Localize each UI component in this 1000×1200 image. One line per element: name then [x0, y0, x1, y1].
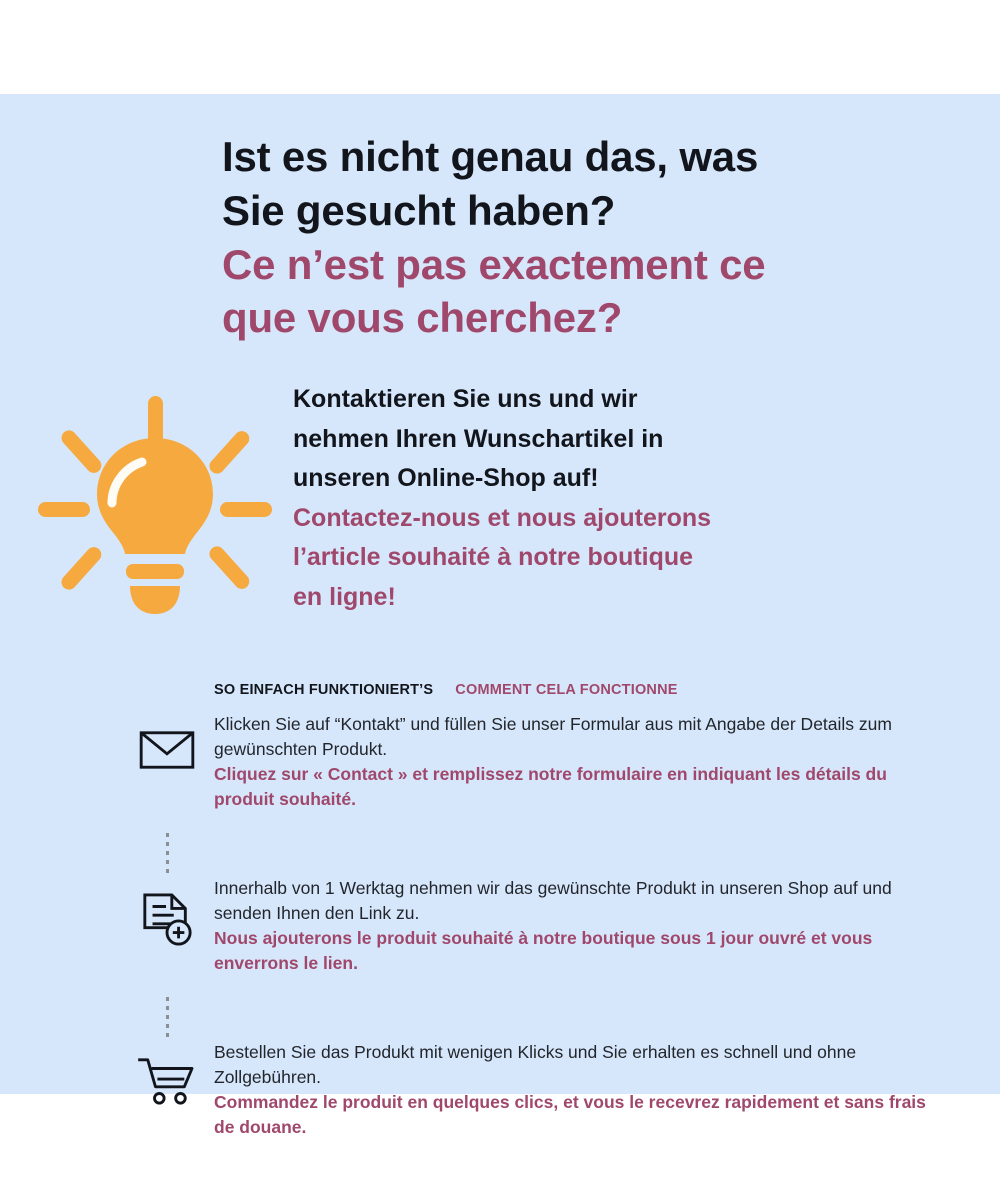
headline-de-line1: Ist es nicht genau das, was	[222, 133, 759, 180]
step-fr-text: Nous ajouterons le produit souhaité à notre boutique sous 1 jour ouvré et vous enverrons le lien.	[214, 927, 873, 973]
headline-block	[222, 130, 942, 345]
steps-header-fr: COMMENT CELA FONCTIONNE	[455, 682, 678, 698]
promo-banner	[0, 94, 1000, 1137]
lightbulb-icon	[34, 390, 274, 630]
steps-list	[120, 712, 950, 1158]
headline-de-line2: Sie gesucht haben?	[222, 186, 616, 234]
intro-de-line1: Kontaktieren Sie uns und wir	[293, 385, 638, 413]
intro-fr-line3: en ligne!	[293, 582, 396, 611]
step-de-text: Innerhalb von 1 Werktag nehmen wir das gewünschte Produkt in unseren Shop auf und senden Ihnen den Link zu.	[214, 878, 892, 923]
shopping-cart-icon	[120, 1040, 214, 1106]
step-de-text: Klicken Sie auf “Kontakt” und füllen Sie unser Formular aus mit Angabe der Details zum gewünschten Produkt.	[214, 714, 892, 759]
headline-fr-line2: que vous cherchez?	[222, 294, 623, 342]
step-item	[120, 712, 950, 830]
step-connector	[120, 830, 214, 876]
step-item	[120, 1040, 950, 1158]
intro-fr-line2: l’article souhaité à notre boutique	[293, 543, 694, 571]
intro-block	[293, 380, 903, 617]
intro-fr-line1: Contactez-nous et nous ajouterons	[293, 503, 712, 532]
steps-header-de: SO EINFACH FUNKTIONIERT’S	[214, 682, 434, 698]
steps-header	[214, 682, 678, 698]
envelope-icon	[120, 712, 214, 772]
step-fr-text: Commandez le produit en quelques clics, et vous le recevrez rapidement et sans frais de douane.	[214, 1091, 926, 1137]
step-connector	[120, 994, 214, 1040]
intro-de-line2: nehmen Ihren Wunschartikel in	[293, 424, 664, 453]
document-add-icon	[120, 876, 214, 948]
step-item	[120, 876, 950, 994]
headline-fr-line1: Ce n’est pas exactement ce	[222, 240, 766, 288]
intro-de-line3: unseren Online-Shop auf!	[293, 464, 599, 492]
step-fr-text: Cliquez sur « Contact » et remplissez notre formulaire en indiquant les détails du produit souhaité.	[214, 763, 887, 809]
step-de-text: Bestellen Sie das Produkt mit wenigen Klicks und Sie erhalten es schnell und ohne Zollgebühren.	[214, 1042, 857, 1087]
